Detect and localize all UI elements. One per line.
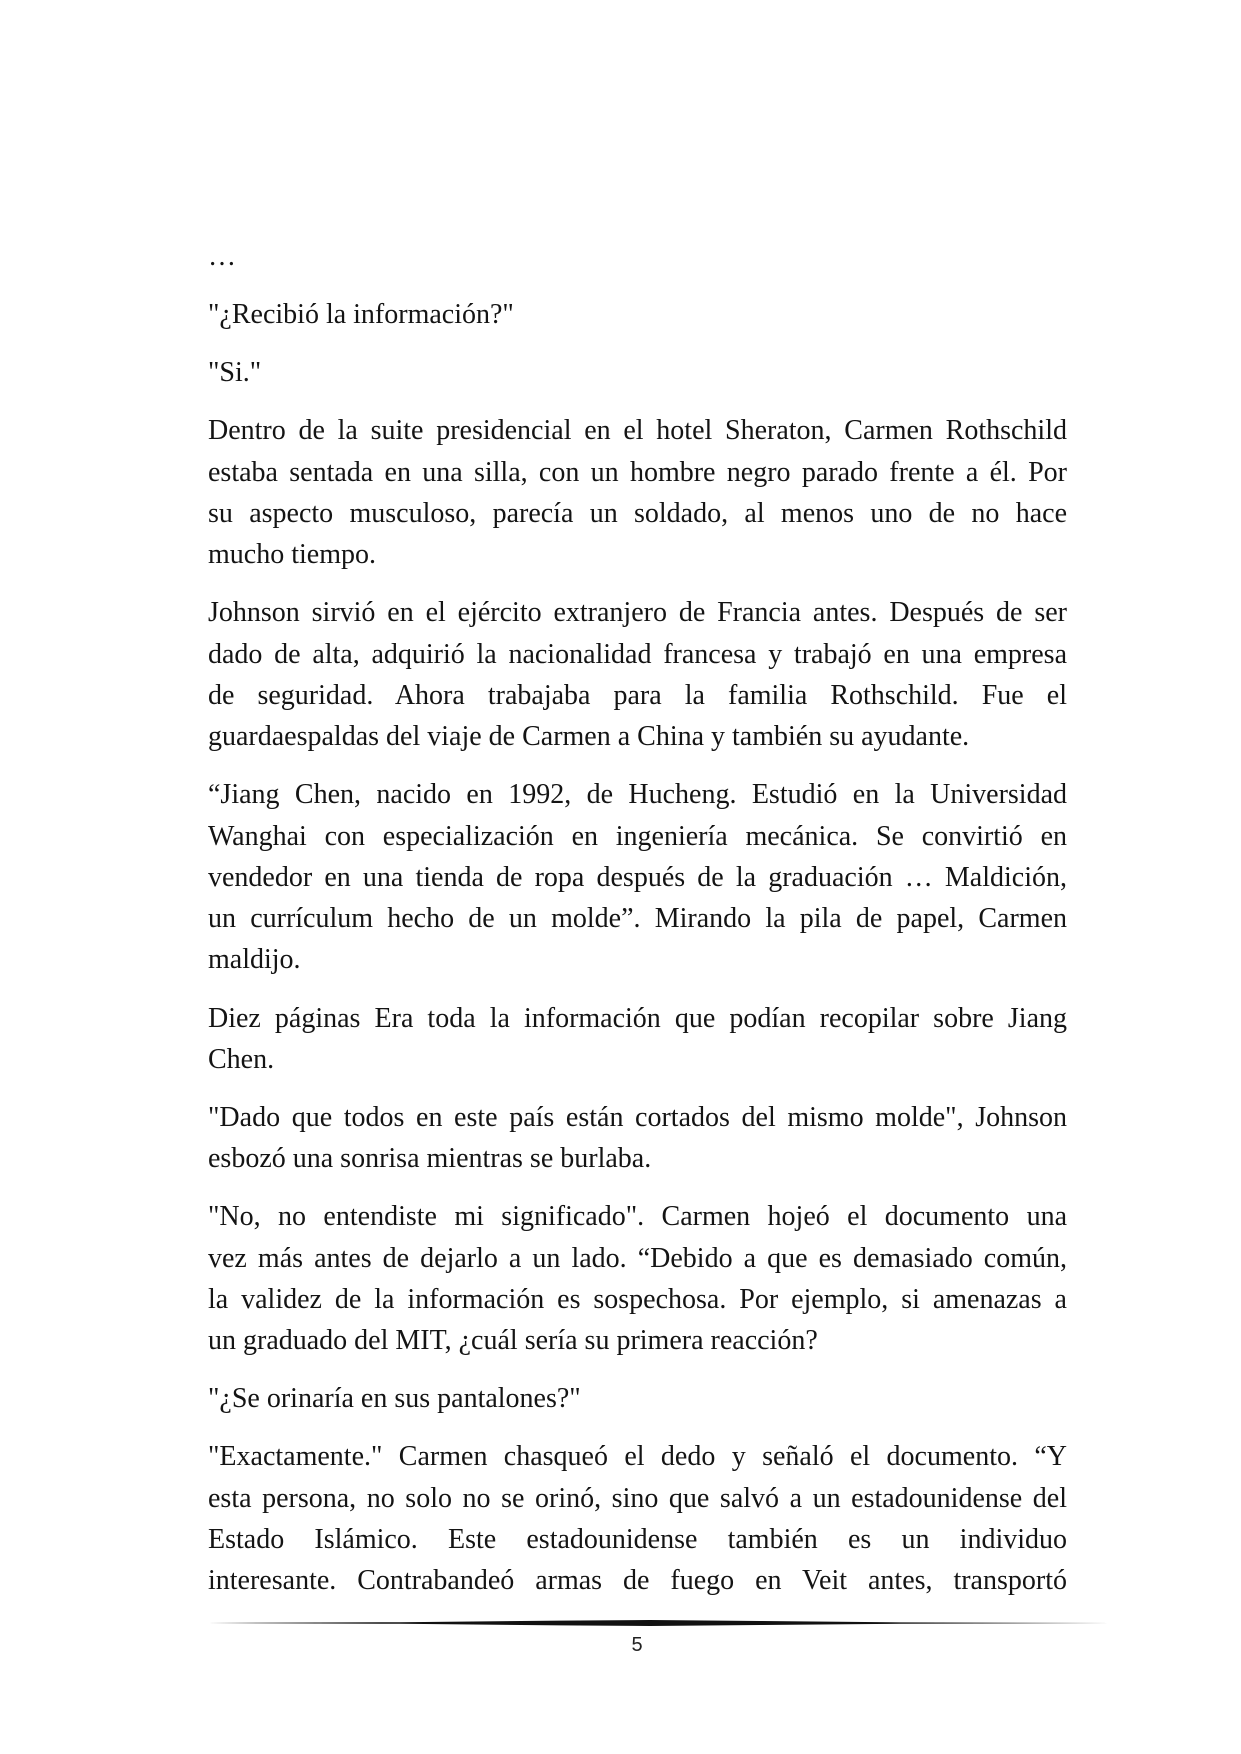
text-line: "¿Recibió la información?": [208, 299, 514, 331]
paragraph: [208, 1436, 1067, 1601]
text-line: Wanghai con especialización en ingeniería mecánica. Se convirtió en: [208, 820, 1067, 852]
text-line: interesante. Contrabandeó armas de fuego en Veit antes, transportó: [208, 1565, 1067, 1597]
paragraph: [208, 294, 1067, 335]
text-line: …: [208, 241, 236, 272]
paragraph: [208, 236, 1067, 277]
text-line: "Si.": [208, 357, 262, 389]
text-line: Diez páginas Era toda la información que podían recopilar sobre Jiang: [208, 1002, 1067, 1034]
text-line: Dentro de la suite presidencial en el hotel Sheraton, Carmen Rothschild: [208, 415, 1067, 447]
footer-rule-stroke: [208, 1620, 1110, 1626]
text-line: guardaespaldas del viaje de Carmen a China y también su ayudante.: [208, 721, 970, 753]
text-line: vendedor en una tienda de ropa después de la graduación … Maldición,: [208, 861, 1067, 893]
paragraph: [208, 352, 1067, 393]
text-line: un currículum hecho de un molde”. Mirando la pila de papel, Carmen: [208, 903, 1067, 935]
text-line: Chen.: [208, 1043, 275, 1075]
text-line: Johnson sirvió en el ejército extranjero de Francia antes. Después de ser: [208, 597, 1067, 629]
text-line: estaba sentada en una silla, con un hombre negro parado frente a él. Por: [208, 456, 1067, 488]
text-line: "No, no entendiste mi significado". Carmen hojeó el documento una: [208, 1201, 1067, 1233]
text-line: maldijo.: [208, 944, 301, 976]
text-line: vez más antes de dejarlo a un lado. “Debido a que es demasiado común,: [208, 1242, 1067, 1274]
text-line: dado de alta, adquirió la nacionalidad francesa y trabajó en una empresa: [208, 638, 1067, 670]
text-line: la validez de la información es sospechosa. Por ejemplo, si amenazas a: [208, 1283, 1067, 1315]
paragraph: [208, 998, 1067, 1081]
page-number: 5: [631, 1634, 643, 1656]
paragraph: [208, 1196, 1067, 1361]
text-line: esbozó una sonrisa mientras se burlaba.: [208, 1143, 652, 1175]
paragraph: [208, 774, 1067, 980]
text-line: mucho tiempo.: [208, 539, 376, 571]
text-line: "¿Se orinaría en sus pantalones?": [208, 1383, 581, 1415]
text-line: “Jiang Chen, nacido en 1992, de Hucheng. Estudió en la Universidad: [208, 779, 1067, 811]
paragraph: [208, 1378, 1067, 1419]
text-line: Estado Islámico. Este estadounidense también es un individuo: [208, 1523, 1067, 1555]
text-line: "Exactamente." Carmen chasqueó el dedo y señaló el documento. “Y: [208, 1441, 1067, 1473]
paragraph: [208, 592, 1067, 757]
text-line: de seguridad. Ahora trabajaba para la familia Rothschild. Fue el: [208, 679, 1067, 711]
body-text: [208, 236, 1067, 1602]
text-line: un graduado del MIT, ¿cuál sería su primera reacción?: [208, 1325, 818, 1357]
text-line: su aspecto musculoso, parecía un soldado, al menos uno de no hace: [208, 497, 1067, 529]
paragraph: [208, 1097, 1067, 1180]
text-line: esta persona, no solo no se orinó, sino que salvó a un estadounidense del: [208, 1482, 1067, 1514]
text-line: "Dado que todos en este país están cortados del mismo molde", Johnson: [208, 1101, 1067, 1133]
paragraph: [208, 410, 1067, 575]
